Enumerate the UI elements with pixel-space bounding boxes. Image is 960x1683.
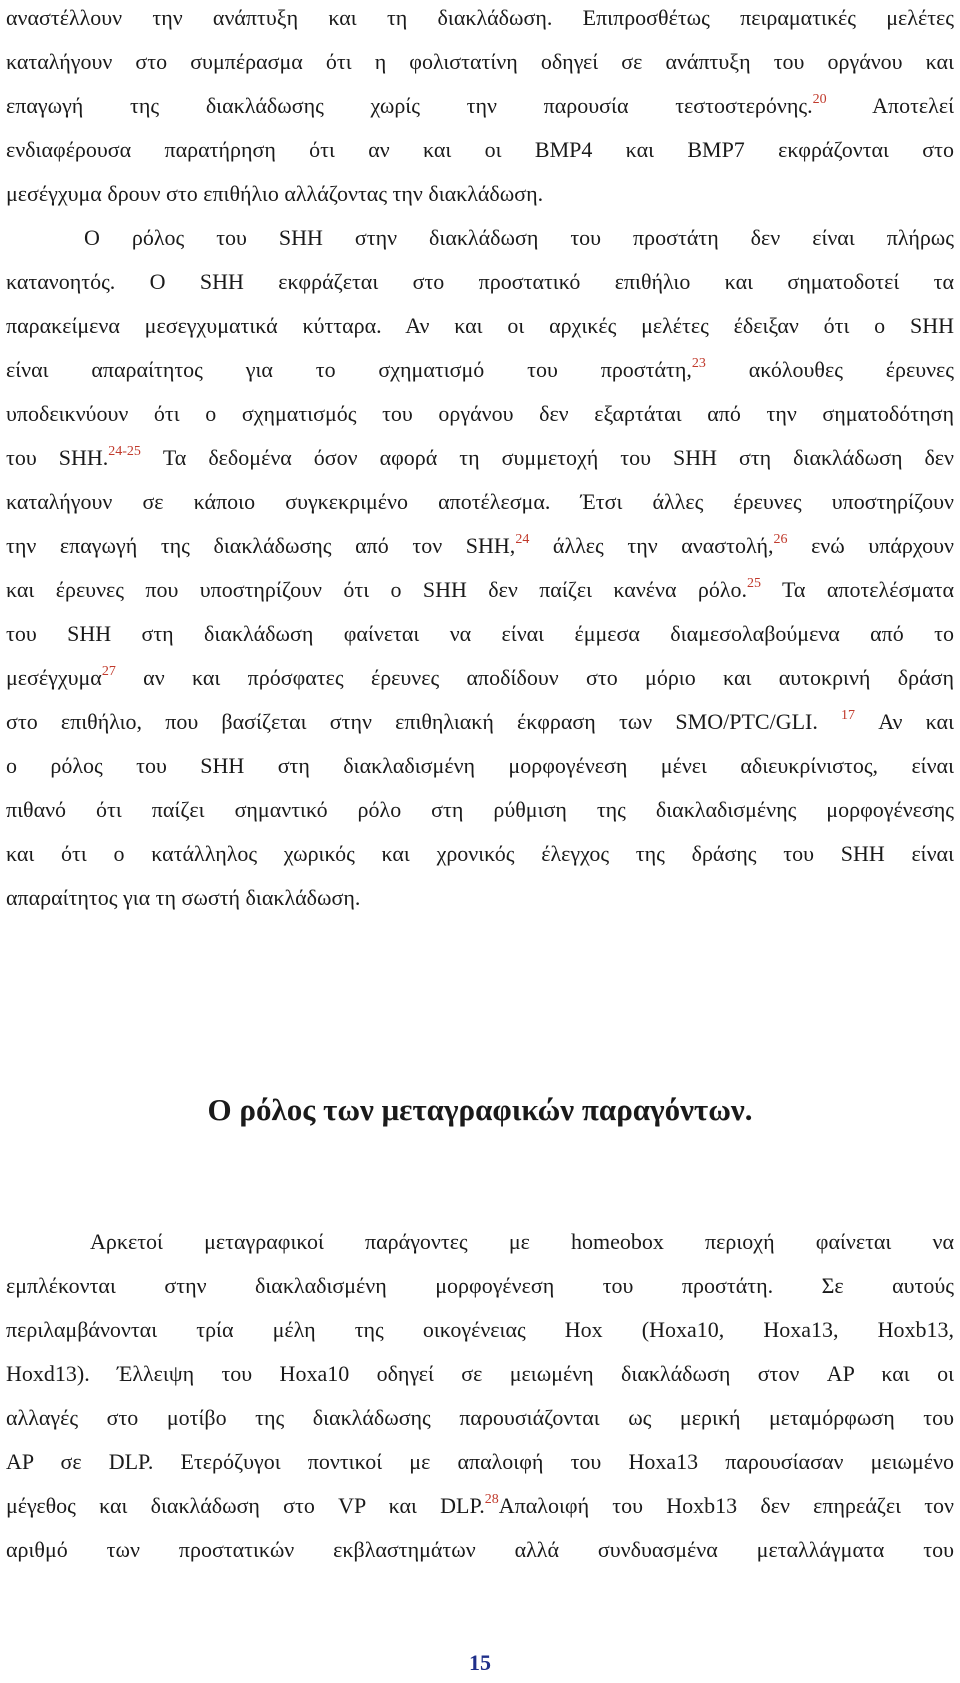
text-span: επαγωγή της διακλάδωσης χωρίς την παρουσία τεστοστερόνης.: [6, 93, 813, 118]
citation-reference: 28: [484, 1491, 499, 1507]
text-line: καταλήγουν σε κάποιο συγκεκριμένο αποτέλεσμα. Έτσι άλλες έρευνες υποστηρίζουν: [6, 489, 954, 514]
text-span: άλλες την αναστολή,: [529, 533, 774, 558]
citation-reference: 26: [773, 531, 788, 547]
citation-reference: 27: [101, 663, 116, 679]
text-span: Τα δεδομένα όσον αφορά τη συμμετοχή του SHH στη διακλάδωση δεν: [140, 445, 954, 470]
page-number: 15: [469, 1650, 491, 1675]
text-line: περιλαμβάνονται τρία μέλη της οικογένειας Hox (Hoxa10, Hoxa13, Hoxb13,: [6, 1317, 954, 1342]
text-span: του SHH.: [6, 445, 109, 470]
text-line: [6, 708, 954, 736]
text-span: μέγεθος και διακλάδωση στο VP και DLP.: [6, 1493, 485, 1518]
text-line: αριθμό των προστατικών εκβλαστημάτων αλλά συνδυασμένα μεταλλάγματα του: [6, 1537, 954, 1562]
citation-reference: 24: [515, 531, 530, 547]
citation-reference: 17: [841, 707, 856, 723]
citation-reference: 20: [812, 91, 827, 107]
text-line: [6, 664, 954, 692]
text-span: είναι απαραίτητος για το σχηματισμό του προστάτη,: [6, 357, 692, 382]
section-heading: Ο ρόλος των μεταγραφικών παραγόντων.: [207, 1092, 753, 1127]
text-line: εμπλέκονται στην διακλαδισμένη μορφογένεση του προστάτη. Σε αυτούς: [6, 1273, 954, 1298]
text-span: Τα αποτελέσματα: [761, 577, 954, 602]
text-line: [6, 444, 954, 472]
text-line: ο ρόλος του SHH στη διακλαδισμένη μορφογένεση μένει αδιευκρίνιστος, είναι: [6, 753, 954, 778]
text-line: [6, 576, 954, 604]
text-span: και έρευνες που υποστηρίζουν ότι ο SHH δεν παίζει κανένα ρόλο.: [6, 577, 748, 602]
citation-reference: 23: [691, 355, 706, 371]
text-span: στο επιθήλιο, που βασίζεται στην επιθηλιακή έκφραση των SMO/PTC/GLI.: [6, 709, 818, 734]
text-line: Hoxd13). Έλλειψη του Hoxa10 οδηγεί σε μειωμένη διακλάδωση στον AP και οι: [6, 1361, 954, 1386]
text-span: ακόλουθες έρευνες: [705, 357, 955, 382]
citation-reference: 25: [747, 575, 762, 591]
text-line: του SHH στη διακλάδωση φαίνεται να είναι έμμεσα διαμεσολαβούμενα από το: [6, 621, 954, 646]
text-line: και ότι ο κατάλληλος χωρικός και χρονικός έλεγχος της δράσης του SHH είναι: [6, 841, 954, 866]
text-line: Αρκετοί μεταγραφικοί παράγοντες με homeobox περιοχή φαίνεται να: [90, 1229, 954, 1254]
text-line: πιθανό ότι παίζει σημαντικό ρόλο στη ρύθμιση της διακλαδισμένης μορφογένεσης: [6, 797, 954, 822]
text-span: μεσέγχυμα: [6, 665, 102, 690]
text-span: Αν και: [855, 709, 954, 734]
text-line: απαραίτητος για τη σωστή διακλάδωση.: [6, 885, 361, 910]
text-line: καταλήγουν στο συμπέρασμα ότι η φολιστατίνη οδηγεί σε ανάπτυξη του οργάνου και: [6, 49, 954, 74]
text-line: κατανοητός. Ο SHH εκφράζεται στο προστατικό επιθήλιο και σηματοδοτεί τα: [6, 269, 954, 294]
citation-reference: 24-25: [108, 443, 141, 459]
text-line: αναστέλλουν την ανάπτυξη και τη διακλάδωση. Επιπροσθέτως πειραματικές μελέτες: [6, 5, 954, 30]
text-span: ενώ υπάρχουν: [787, 533, 954, 558]
text-line: [6, 532, 954, 560]
text-line: υποδεικνύουν ότι ο σχηματισμός του οργάνου δεν εξαρτάται από την σηματοδότηση: [6, 401, 954, 426]
text-span: την επαγωγή της διακλάδωσης από τον SHH,: [6, 533, 516, 558]
text-line: αλλαγές στο μοτίβο της διακλάδωσης παρουσιάζονται ως μερική μεταμόρφωση του: [6, 1405, 954, 1430]
text-line: ενδιαφέρουσα παρατήρηση ότι αν και οι BMP4 και BMP7 εκφράζονται στο: [6, 137, 954, 162]
text-line: παρακείμενα μεσεγχυματικά κύτταρα. Αν και οι αρχικές μελέτες έδειξαν ότι ο SHH: [6, 313, 954, 338]
text-line: μεσέγχυμα δρουν στο επιθήλιο αλλάζοντας την διακλάδωση.: [6, 181, 544, 206]
text-line: AP σε DLP. Ετερόζυγοι ποντικοί με απαλοιφή του Hoxa13 παρουσίασαν μειωμένο: [6, 1449, 954, 1474]
text-span: Απαλοιφή του Hoxb13 δεν επηρεάζει τον: [498, 1493, 954, 1518]
text-span: αν και πρόσφατες έρευνες αποδίδουν στο μόριο και αυτοκρινή δράση: [115, 665, 954, 690]
text-line: [6, 92, 954, 120]
text-line: Ο ρόλος του SHH στην διακλάδωση του προστάτη δεν είναι πλήρως: [84, 225, 954, 250]
text-line: [6, 1492, 954, 1520]
text-span: Αποτελεί: [826, 93, 954, 118]
text-line: [6, 356, 954, 384]
